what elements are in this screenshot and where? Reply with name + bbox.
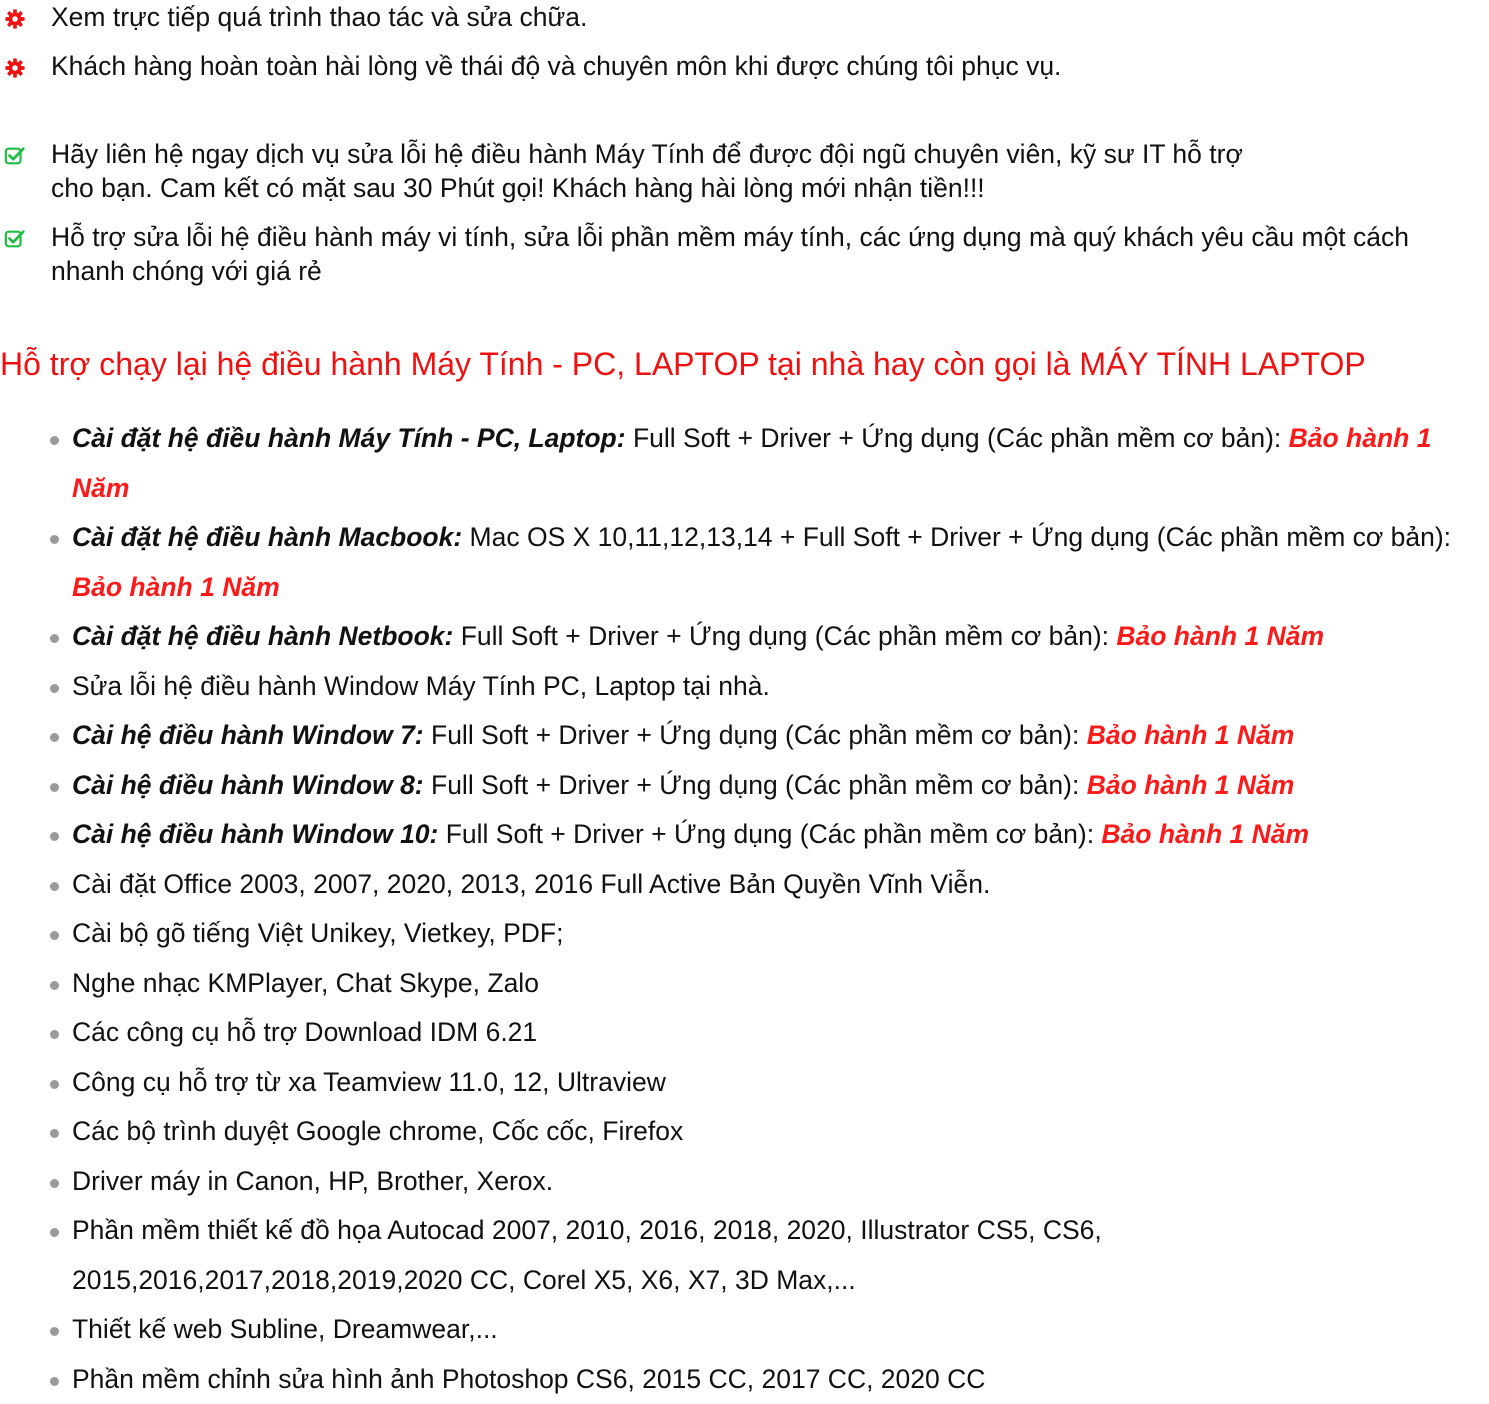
bullet-dot — [50, 1080, 59, 1089]
service-text: Phần mềm thiết kế đồ họa Autocad 2007, 2010, 2016, 2018, 2020, Illustrator CS5, CS6, 2015,2016,2017,2018,2019,2020 CC, Corel X5, X6, X7, 3D Max,... — [72, 1215, 1102, 1295]
list-item — [0, 137, 1489, 205]
list-item — [0, 1058, 1489, 1108]
check-square-icon — [4, 145, 26, 167]
service-text: Nghe nhạc KMPlayer, Chat Skype, Zalo — [72, 968, 539, 998]
callout-text: Hãy liên hệ ngay dịch vụ sửa lỗi hệ điều hành Máy Tính để được đội ngũ chuyên viên, kỹ sư IT hỗ trợ cho bạn. Cam kết có mặt sau 30 Phút gọi! Khách hàng hài lòng mới nhận tiền!!! — [51, 139, 1243, 203]
warranty-badge: Bảo hành 1 Năm — [72, 423, 1431, 503]
list-item — [0, 1206, 1489, 1305]
service-text: Driver máy in Canon, HP, Brother, Xerox. — [72, 1166, 553, 1196]
bullet-dot — [50, 535, 59, 544]
service-text: Cài bộ gõ tiếng Việt Unikey, Vietkey, PDF; — [72, 918, 563, 948]
service-text: Các công cụ hỗ trợ Download IDM 6.21 — [72, 1017, 537, 1047]
warranty-badge: Bảo hành 1 Năm — [1087, 720, 1295, 750]
list-item — [0, 662, 1489, 712]
service-text: Sửa lỗi hệ điều hành Window Máy Tính PC, Laptop tại nhà. — [72, 671, 770, 701]
bullet-dot — [50, 931, 59, 940]
bullet-dot — [50, 1327, 59, 1336]
bullet-dot — [50, 783, 59, 792]
service-text: Full Soft + Driver + Ứng dụng (Các phần mềm cơ bản): — [626, 423, 1289, 453]
bullet-dot — [50, 832, 59, 841]
warranty-badge: Bảo hành 1 Năm — [1116, 621, 1324, 651]
list-item — [0, 414, 1489, 513]
gear-icon — [4, 8, 26, 30]
service-text: Các bộ trình duyệt Google chrome, Cốc cốc, Firefox — [72, 1116, 683, 1146]
bullet-dot — [50, 436, 59, 445]
list-item — [0, 959, 1489, 1009]
service-text: Công cụ hỗ trợ từ xa Teamview 11.0, 12, Ultraview — [72, 1067, 666, 1097]
list-item — [0, 1305, 1489, 1355]
bullet-dot — [50, 1179, 59, 1188]
list-item — [0, 220, 1489, 288]
warranty-badge: Bảo hành 1 Năm — [1101, 819, 1309, 849]
service-text: Full Soft + Driver + Ứng dụng (Các phần mềm cơ bản): — [424, 770, 1087, 800]
service-text: Mac OS X 10,11,12,13,14 + Full Soft + Driver + Ứng dụng (Các phần mềm cơ bản): — [462, 522, 1451, 552]
service-lead: Cài hệ điều hành Window 7: — [72, 720, 424, 750]
list-item — [0, 1107, 1489, 1157]
service-text: Thiết kế web Subline, Dreamwear,... — [72, 1314, 498, 1344]
list-item — [0, 711, 1489, 761]
feature-text: Xem trực tiếp quá trình thao tác và sửa chữa. — [51, 2, 587, 32]
check-square-icon — [4, 228, 26, 250]
callout-text: Hỗ trợ sửa lỗi hệ điều hành máy vi tính, sửa lỗi phần mềm máy tính, các ứng dụng mà quý khách yêu cầu một cách nhanh chóng với giá rẻ — [51, 222, 1409, 286]
bullet-dot — [50, 882, 59, 891]
service-text: Full Soft + Driver + Ứng dụng (Các phần mềm cơ bản): — [438, 819, 1101, 849]
list-item — [0, 810, 1489, 860]
list-item — [0, 1355, 1489, 1404]
service-lead: Cài hệ điều hành Window 8: — [72, 770, 424, 800]
list-item — [0, 909, 1489, 959]
warranty-badge: Bảo hành 1 Năm — [72, 572, 280, 602]
list-item — [0, 761, 1489, 811]
feature-text: Khách hàng hoàn toàn hài lòng về thái độ và chuyên môn khi được chúng tôi phục vụ. — [51, 51, 1061, 81]
intro-feature-list — [0, 0, 1489, 98]
bullet-dot — [50, 1030, 59, 1039]
bullet-dot — [50, 634, 59, 643]
list-item — [0, 860, 1489, 910]
list-item — [0, 612, 1489, 662]
gear-icon — [4, 57, 26, 79]
warranty-badge: Bảo hành 1 Năm — [1087, 770, 1295, 800]
list-item — [0, 49, 1489, 83]
service-text: Full Soft + Driver + Ứng dụng (Các phần mềm cơ bản): — [424, 720, 1087, 750]
service-lead: Cài đặt hệ điều hành Macbook: — [72, 522, 462, 552]
bullet-dot — [50, 981, 59, 990]
service-list — [0, 414, 1489, 1404]
list-item — [0, 1157, 1489, 1207]
bullet-dot — [50, 1228, 59, 1237]
service-lead: Cài đặt hệ điều hành Máy Tính - PC, Laptop: — [72, 423, 626, 453]
callout-list — [0, 137, 1489, 303]
service-text: Phần mềm chỉnh sửa hình ảnh Photoshop CS6, 2015 CC, 2017 CC, 2020 CC — [72, 1364, 985, 1394]
bullet-dot — [50, 733, 59, 742]
service-text: Cài đặt Office 2003, 2007, 2020, 2013, 2016 Full Active Bản Quyền Vĩnh Viễn. — [72, 869, 990, 899]
service-text: Full Soft + Driver + Ứng dụng (Các phần mềm cơ bản): — [453, 621, 1116, 651]
section-title: Hỗ trợ chạy lại hệ điều hành Máy Tính - PC, LAPTOP tại nhà hay còn gọi là MÁY TÍNH LAPTOP — [0, 342, 1366, 386]
bullet-dot — [50, 1377, 59, 1386]
bullet-dot — [50, 684, 59, 693]
service-lead: Cài hệ điều hành Window 10: — [72, 819, 438, 849]
list-item — [0, 513, 1489, 612]
service-lead: Cài đặt hệ điều hành Netbook: — [72, 621, 453, 651]
bullet-dot — [50, 1129, 59, 1138]
list-item — [0, 0, 1489, 34]
list-item — [0, 1008, 1489, 1058]
